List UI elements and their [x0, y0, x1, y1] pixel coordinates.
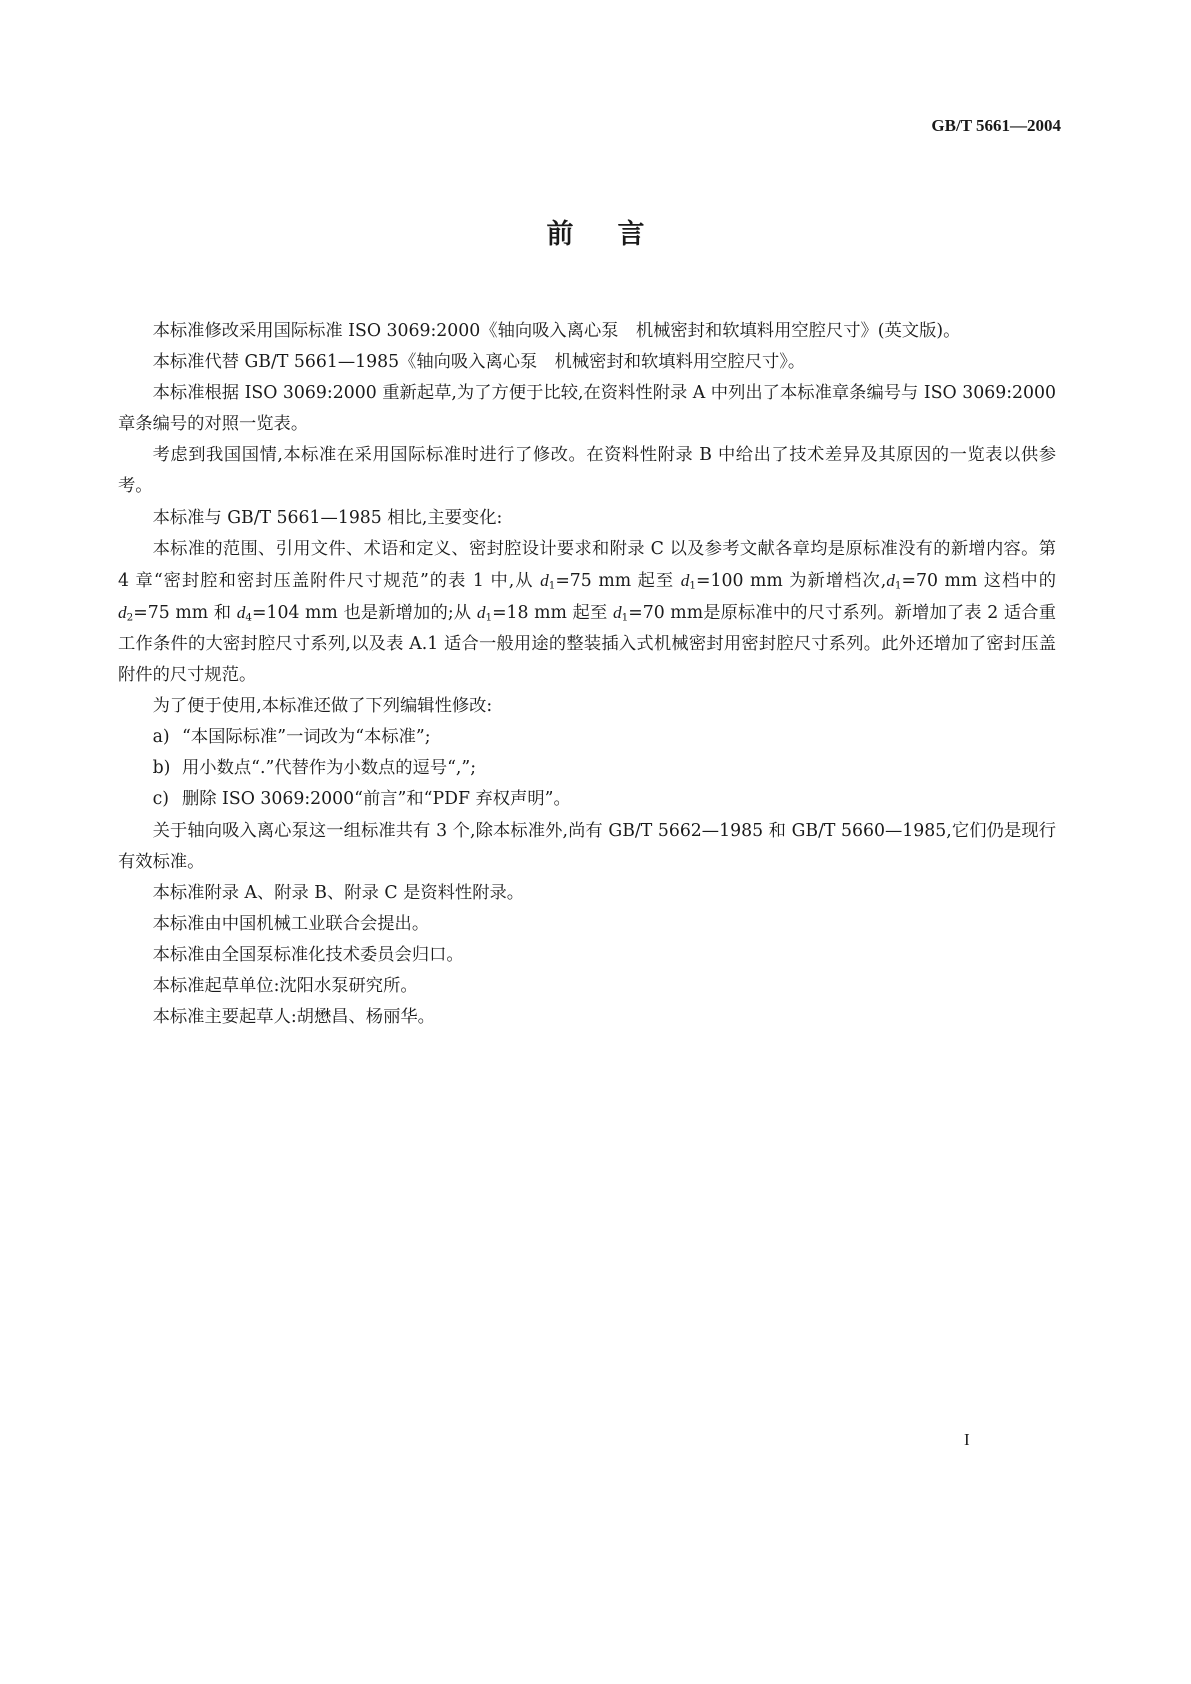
- text-run: 本标准的范围、引用文件、术语和定义、密封腔设计要求和附录 C 以及参考文献各章均是原标准没有的新增内容。第 4 章“密封腔和密封压盖附件尺寸规范”的表 1 中,从: [118, 538, 1056, 591]
- paragraph: 本标准与 GB/T 5661—1985 相比,主要变化:: [152, 507, 503, 528]
- paragraph: 本标准由全国泵标准化技术委员会归口。: [152, 944, 464, 965]
- variable: d: [476, 602, 486, 622]
- variable-subscript: 1: [621, 611, 629, 624]
- text-run: =100 mm 为新增档次,: [695, 570, 887, 591]
- title-char: 言: [617, 219, 645, 250]
- variable-subscript: 1: [485, 611, 493, 624]
- title-char: 前: [546, 219, 574, 250]
- list-label: b): [152, 758, 171, 779]
- list-text: 删除 ISO 3069:2000“前言”和“PDF 弃权声明”。: [182, 789, 571, 810]
- standard-code: GB/T 5661—2004: [931, 116, 1061, 135]
- paragraph: 本标准根据 ISO 3069:2000 重新起草,为了方便于比较,在资料性附录 A 中列出了本标准章条编号与 ISO 3069:2000 章条编号的对照一览表。: [118, 383, 1056, 435]
- variable-subscript: 1: [689, 579, 696, 592]
- variable: d: [236, 602, 246, 622]
- foreword-body: [118, 316, 1056, 1033]
- text-run: =18 mm 起至: [492, 602, 613, 623]
- variable-subscript: 1: [894, 579, 902, 592]
- list-item: [118, 722, 1056, 753]
- paragraph: 本标准修改采用国际标准 ISO 3069:2000《轴向吸入离心泵 机械密封和软填料用空腔尺寸》(英文版)。: [152, 321, 961, 341]
- paragraph: 本标准起草单位:沈阳水泵研究所。: [152, 975, 418, 996]
- paragraph: 考虑到我国国情,本标准在采用国际标准时进行了修改。在资料性附录 B 中给出了技术差异及其原因的一览表以供参考。: [118, 445, 1056, 497]
- variable-subscript: 1: [548, 579, 556, 592]
- variable-subscript: 2: [126, 611, 134, 624]
- paragraph: 本标准主要起草人:胡懋昌、杨丽华。: [152, 1007, 435, 1028]
- paragraph: 为了便于使用,本标准还做了下列编辑性修改:: [152, 696, 493, 717]
- variable: d: [540, 570, 549, 590]
- list-item: [118, 784, 1056, 815]
- variable: d: [886, 570, 895, 590]
- text-run: =70 mm是原标准中的尺寸系列。新增加了表 2 适合重工作条件的大密封腔尺寸系列,以及表 A.1 适合一般用途的整装插入式机械密封用密封腔尺寸系列。此外还增加了密封压盖附件的尺寸规范。: [118, 602, 1056, 686]
- paragraph: 关于轴向吸入离心泵这一组标准共有 3 个,除本标准外,尚有 GB/T 5662—1985 和 GB/T 5660—1985,它们仍是现行有效标准。: [118, 820, 1056, 872]
- list-text: 用小数点“.”代替作为小数点的逗号“,”;: [182, 758, 477, 779]
- text-run: =104 mm 也是新增加的;从: [251, 602, 477, 623]
- page-number: I: [964, 1430, 970, 1449]
- changes-paragraph: [118, 534, 1056, 691]
- variable: d: [118, 602, 127, 622]
- variable-subscript: 4: [245, 611, 252, 624]
- text-run: =75 mm 和: [133, 602, 237, 623]
- list-label: c): [152, 789, 170, 810]
- variable: d: [612, 602, 622, 622]
- list-text: “本国际标准”一词改为“本标准”;: [182, 727, 431, 748]
- paragraph: 本标准附录 A、附录 B、附录 C 是资料性附录。: [152, 882, 525, 903]
- text-run: =75 mm 起至: [555, 570, 681, 591]
- list-label: a): [152, 727, 170, 748]
- variable: d: [680, 570, 690, 590]
- list-item: [118, 753, 1056, 784]
- page-title: [0, 212, 1191, 251]
- paragraph: 本标准由中国机械工业联合会提出。: [152, 913, 430, 934]
- text-run: =70 mm 这档中的: [901, 570, 1056, 591]
- paragraph: 本标准代替 GB/T 5661—1985《轴向吸入离心泵 机械密封和软填料用空腔尺寸》。: [152, 352, 806, 373]
